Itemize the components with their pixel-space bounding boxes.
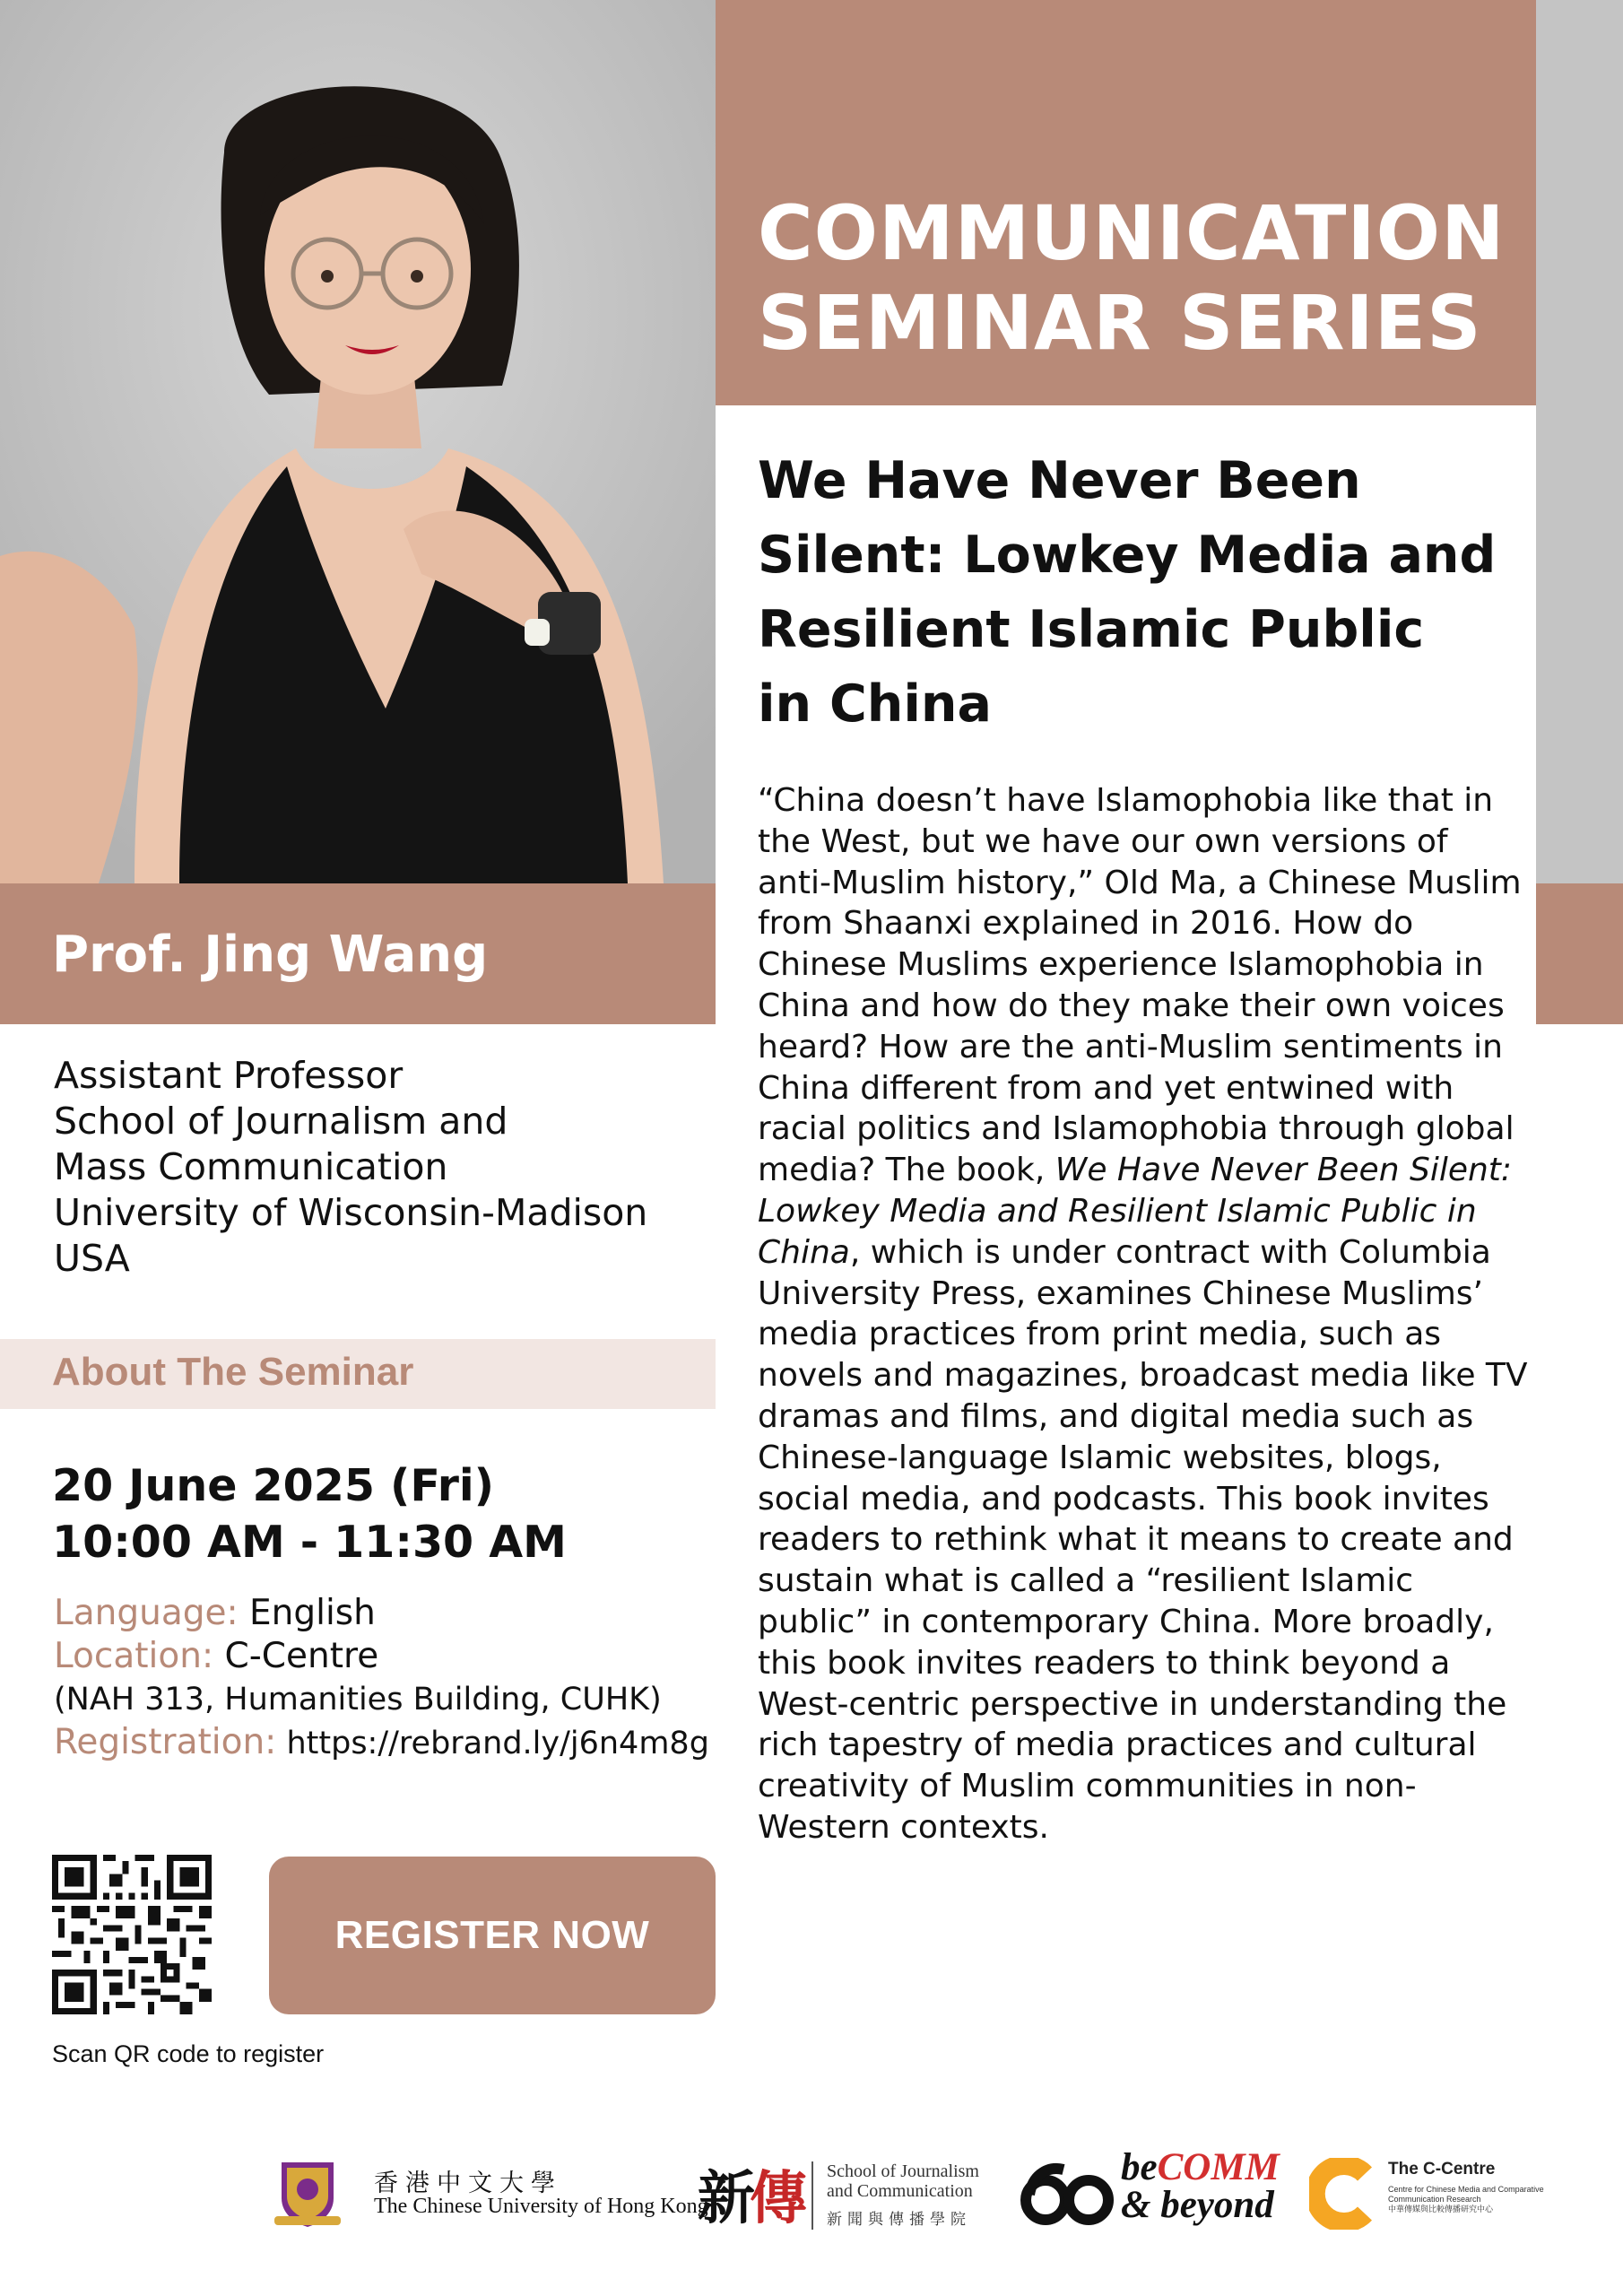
- sjmc-name-line: and Communication: [827, 2181, 973, 2201]
- decorative-band: [1536, 883, 1623, 1024]
- affiliation-line: School of Journalism and: [54, 1100, 508, 1143]
- seminar-info: [54, 1592, 735, 1765]
- location-value: C-Centre: [224, 1636, 379, 1676]
- cuhk-name-chinese: 香港中文大學: [374, 2170, 562, 2197]
- sjmc-mark: [698, 2152, 802, 2235]
- affiliation-line: Assistant Professor: [54, 1054, 404, 1097]
- affiliation-line: USA: [54, 1237, 130, 1280]
- cuhk-crest-icon: [271, 2157, 344, 2231]
- c-centre-subtitle: [1388, 2185, 1549, 2214]
- series-title: [758, 188, 1529, 368]
- registration-label: Registration:: [54, 1722, 277, 1762]
- seminar-date: 20 June 2025 (Fri): [52, 1460, 495, 1511]
- series-title-line-1: COMMUNICATION: [758, 189, 1506, 277]
- location-detail: (NAH 313, Humanities Building, CUHK): [54, 1682, 662, 1718]
- location-row: [54, 1635, 735, 1678]
- becomm-line-2: & beyond: [1121, 2184, 1274, 2226]
- cuhk-name-english: The Chinese University of Hong Kong: [374, 2195, 708, 2218]
- about-section-heading: About The Seminar: [52, 1350, 414, 1394]
- c-centre-name: The C-Centre: [1388, 2160, 1496, 2179]
- affiliation-line: University of Wisconsin-Madison: [54, 1191, 648, 1234]
- language-value: English: [249, 1593, 376, 1633]
- registration-qr-code[interactable]: [52, 1855, 212, 2014]
- becomm-comm: COMM: [1157, 2146, 1280, 2188]
- talk-title-line: We Have Never Been: [758, 451, 1361, 510]
- seminar-time: 10:00 AM - 11:30 AM: [52, 1517, 567, 1568]
- language-row: [54, 1592, 735, 1635]
- affiliation-line: Mass Communication: [54, 1145, 448, 1188]
- becomm-line-1: [1121, 2146, 1280, 2188]
- qr-caption: Scan QR code to register: [52, 2040, 325, 2067]
- sjmc-name-chinese: 新聞與傳播學院: [827, 2211, 971, 2229]
- talk-title-line: Silent: Lowkey Media and: [758, 526, 1497, 585]
- sjmc-mark-char: 傳: [750, 2165, 802, 2232]
- location-label: Location:: [54, 1636, 214, 1676]
- speaker-portrait-icon: [0, 0, 716, 883]
- talk-title-line: in China: [758, 674, 992, 734]
- book-title: We Have Never Been Silent: Lowkey Media and Resilient Islamic Public in China: [758, 1152, 1513, 1271]
- abstract-text: , which is under contract with Columbia University Press, examines Chinese Muslims’ media practices from print media, such as novels and magazines, broadcast media like TV dramas and films, and digital media such as Chinese-language Islamic websites, blogs, social media, and podcasts. This book invites readers to rethink what it means to create and sustain what is called a “resilient Islamic public” in contemporary China. More broadly, this book invites readers to think beyond a West-centric perspective in understanding the rich tapestry of media practices and cultural creativity of Muslim communities in non-Western contexts.: [758, 1233, 1528, 1846]
- talk-abstract: [758, 780, 1529, 1848]
- language-label: Language:: [54, 1593, 239, 1633]
- sixty-anniversary-icon: [1019, 2157, 1117, 2232]
- abstract-text: “China doesn’t have Islamophobia like that in the West, but we have our own versions of anti-Muslim history,” Old Ma, a Chinese Muslim from Shaanxi explained in 2016. How do Chinese Muslims experience Islamophobia in China and how do they make their own voices heard? How are the anti-Muslim sentiments in China different from and yet entwined with racial politics and Islamophobia through global media? The book,: [758, 782, 1522, 1189]
- logo-divider: [812, 2161, 813, 2230]
- registration-row: [54, 1721, 735, 1765]
- c-centre-subtitle-zh: 中華傳媒與比較傳播研究中心: [1388, 2205, 1494, 2213]
- speaker-affiliation: [54, 1053, 647, 1282]
- sjmc-mark-char: 新: [698, 2165, 750, 2232]
- speaker-photo: [0, 0, 716, 883]
- registration-link[interactable]: https://rebrand.ly/j6n4m8g: [286, 1726, 709, 1761]
- sjmc-name-line: School of Journalism: [827, 2161, 979, 2181]
- qr-code-icon: [52, 1855, 212, 2014]
- c-centre-icon: [1309, 2158, 1377, 2230]
- becomm-be: be: [1121, 2146, 1158, 2188]
- register-now-button[interactable]: REGISTER NOW: [269, 1857, 716, 2014]
- talk-title-line: Resilient Islamic Public: [758, 600, 1425, 659]
- c-centre-subtitle-en: Centre for Chinese Media and Comparative Communication Research: [1388, 2185, 1544, 2204]
- series-title-line-2: SEMINAR SERIES: [758, 279, 1482, 367]
- talk-title: [758, 444, 1529, 742]
- becomm-logo: [1121, 2146, 1280, 2226]
- speaker-name: Prof. Jing Wang: [52, 926, 489, 984]
- sjmc-name-english: [827, 2161, 979, 2201]
- seminar-datetime: [52, 1457, 567, 1570]
